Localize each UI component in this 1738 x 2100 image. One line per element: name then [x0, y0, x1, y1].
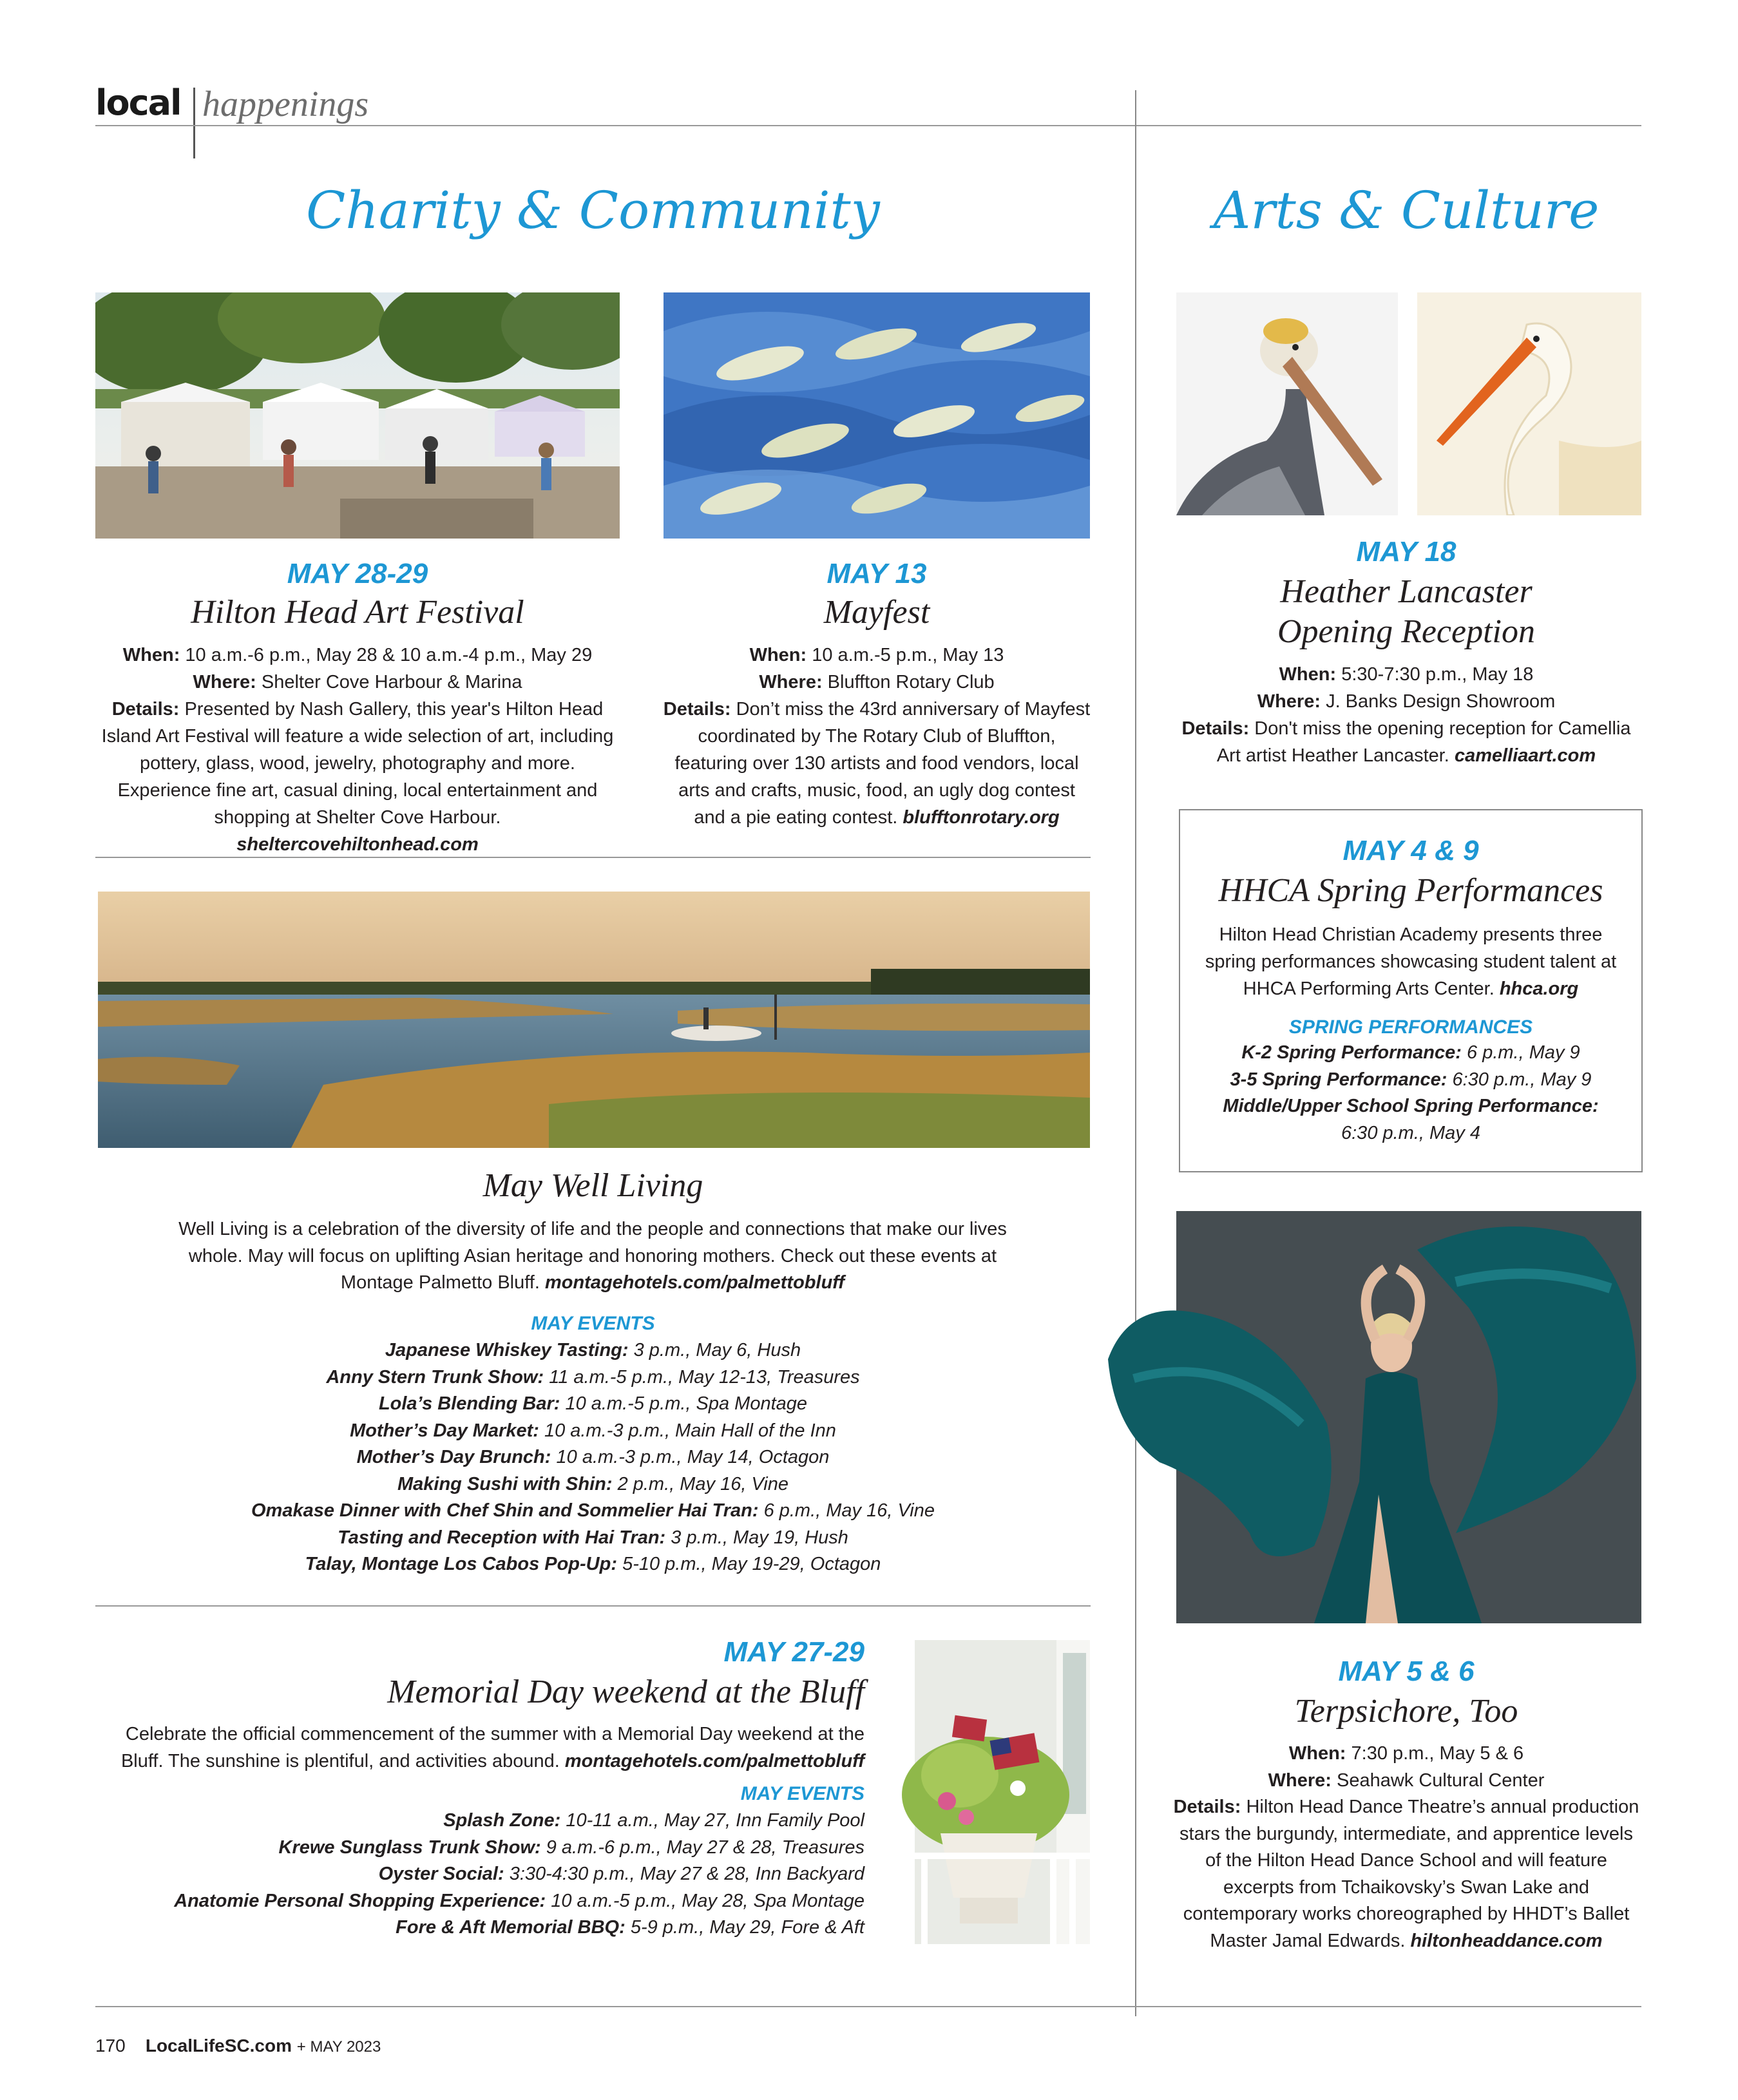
- hhca-performance-list: [1179, 1040, 1643, 1147]
- memorial-day-title: Memorial Day weekend at the Bluff: [387, 1674, 864, 1710]
- hhca-sub-heading: SPRING PERFORMANCES: [1288, 1017, 1533, 1038]
- hhca-title: HHCA Spring Performances: [1218, 872, 1603, 909]
- list-item: Making Sushi with Shin: 2 p.m., May 16, Vine: [397, 1473, 788, 1494]
- terpsichore-info: [1171, 1741, 1641, 1954]
- well-living-link[interactable]: montagehotels.com/palmettobluff: [544, 1272, 845, 1293]
- well-living-event-list: [95, 1337, 1091, 1578]
- marsh-landscape-photo: [98, 892, 1090, 1148]
- memorial-day-events-heading: MAY EVENTS: [740, 1783, 864, 1804]
- art-festival-photo: [95, 292, 620, 539]
- terpsichore-title: Terpsichore, Too: [1294, 1693, 1518, 1730]
- heather-title: [1171, 572, 1641, 652]
- list-item: 3-5 Spring Performance: 6:30 p.m., May 9: [1230, 1069, 1592, 1090]
- heather-date: MAY 18: [1356, 536, 1456, 568]
- list-item: Anatomie Personal Shopping Experience: 10 a.m.-5 p.m., May 28, Spa Montage: [174, 1890, 864, 1911]
- list-item: Japanese Whiskey Tasting: 3 p.m., May 6, Hush: [385, 1340, 801, 1360]
- issue-date: + MAY 2023: [296, 2038, 381, 2056]
- memorial-day-description: [95, 1721, 864, 1775]
- mayfest-info: [661, 642, 1093, 831]
- well-living-events-heading: MAY EVENTS: [531, 1313, 655, 1334]
- hhca-link[interactable]: hhca.org: [1499, 978, 1579, 999]
- where-label: Where:: [1268, 1770, 1332, 1791]
- list-item: Krewe Sunglass Trunk Show: 9 a.m.-6 p.m., May 27 & 28, Treasures: [278, 1837, 864, 1858]
- terpsichore-link[interactable]: hiltonheaddance.com: [1410, 1930, 1603, 1951]
- art-festival-link[interactable]: sheltercovehiltonhead.com: [236, 834, 479, 855]
- egret-painting: [1417, 292, 1641, 515]
- list-item: Anny Stern Trunk Show: 11 a.m.-5 p.m., May 12-13, Treasures: [326, 1366, 860, 1388]
- when-label: When:: [1279, 664, 1337, 685]
- where-label: Where:: [759, 672, 823, 692]
- list-item: Omakase Dinner with Chef Shin and Sommelier Hai Tran: 6 p.m., May 16, Vine: [251, 1500, 935, 1521]
- details-label: Details:: [1181, 718, 1250, 739]
- mayfest-date: MAY 13: [826, 558, 927, 589]
- details-label: Details:: [663, 699, 731, 720]
- list-item: Talay, Montage Los Cabos Pop-Up: 5-10 p.m., May 19-29, Octagon: [305, 1554, 881, 1574]
- terpsichore-where: Seahawk Cultural Center: [1336, 1770, 1545, 1791]
- section-rule: [95, 857, 1091, 858]
- when-label: When:: [1288, 1743, 1346, 1764]
- section-title-charity: Charity & Community: [306, 180, 880, 240]
- list-item: Mother’s Day Market: 10 a.m.-3 p.m., Main Hall of the Inn: [350, 1420, 836, 1441]
- well-living-text: Well Living is a celebration of the diversity of life and the people and connections that make our lives whole. May will focus on uplifting Asian heritage and honoring mothers. Check out these events at Montage Palmetto Bluff.: [178, 1219, 1007, 1293]
- hhca-date: MAY 4 & 9: [1342, 835, 1479, 866]
- terpsichore-date: MAY 5 & 6: [1338, 1656, 1475, 1687]
- section-label: happenings: [202, 84, 369, 124]
- heather-title-line2: Opening Reception: [1277, 613, 1535, 650]
- art-festival-date: MAY 28-29: [287, 558, 428, 589]
- art-festival-info: [95, 642, 620, 858]
- list-item: Tasting and Reception with Hai Tran: 3 p.m., May 19, Hush: [338, 1527, 848, 1548]
- mayfest-link[interactable]: blufftonrotary.org: [902, 807, 1060, 828]
- mayfest-where: Bluffton Rotary Club: [827, 672, 995, 692]
- art-festival-title: Hilton Head Art Festival: [191, 594, 524, 631]
- terpsichore-details: Hilton Head Dance Theatre’s annual production stars the burgundy, intermediate, and apprentice levels of the Hilton Head Dance School and will feature excerpts from Tchaikovsky’s Swan Lake and contemporary works choreographed by HHDT’s Ballet Master Jamal Edwards.: [1179, 1797, 1639, 1951]
- art-festival-when: 10 a.m.-6 p.m., May 28 & 10 a.m.-4 p.m., May 29: [185, 645, 593, 665]
- heather-where: J. Banks Design Showroom: [1326, 691, 1556, 712]
- list-item: Lola’s Blending Bar: 10 a.m.-5 p.m., Spa Montage: [378, 1393, 808, 1414]
- list-item: Middle/Upper School Spring Performance: 6:30 p.m., May 4: [1223, 1096, 1599, 1143]
- terpsichore-when: 7:30 p.m., May 5 & 6: [1351, 1743, 1524, 1764]
- hhca-text: Hilton Head Christian Academy presents three spring performances showcasing student talent at HHCA Performing Arts Center.: [1205, 924, 1617, 999]
- heather-title-line1: Heather Lancaster: [1280, 573, 1533, 610]
- when-label: When:: [749, 645, 807, 665]
- art-festival-details: Presented by Nash Gallery, this year's Hilton Head Island Art Festival will feature a wide selection of art, including pottery, glass, wood, jewelry, photography and more. Experience fine art, casual dining, local entertainment and shopping at Shelter Cove Harbour.: [101, 699, 614, 828]
- memorial-day-date: MAY 27-29: [723, 1636, 864, 1668]
- well-living-title: May Well Living: [482, 1167, 703, 1204]
- header-rule: [95, 125, 1641, 126]
- brand-logo: local: [95, 82, 181, 123]
- section-rule: [95, 1605, 1091, 1607]
- header-divider: [193, 88, 195, 158]
- column-divider: [1135, 90, 1136, 2016]
- flag-planter-photo: [889, 1640, 1090, 1944]
- details-label: Details:: [111, 699, 180, 720]
- art-festival-where: Shelter Cove Harbour & Marina: [261, 672, 522, 692]
- mayfest-title: Mayfest: [823, 594, 930, 631]
- when-label: When:: [122, 645, 180, 665]
- page-number: 170: [95, 2036, 126, 2056]
- hhca-description: [1205, 921, 1617, 1002]
- mayfest-details: Don’t miss the 43rd anniversary of Mayfest coordinated by The Rotary Club of Bluffton, featuring over 130 artists and food vendors, local arts and crafts, music, food, an ugly dog contest and a pie eating contest.: [674, 699, 1091, 828]
- memorial-day-event-list: [95, 1808, 864, 1942]
- mayfest-when: 10 a.m.-5 p.m., May 13: [812, 645, 1004, 665]
- mayfest-fish-painting: [664, 292, 1090, 539]
- list-item: K-2 Spring Performance: 6 p.m., May 9: [1241, 1042, 1580, 1063]
- list-item: Fore & Aft Memorial BBQ: 5-9 p.m., May 29, Fore & Aft: [396, 1917, 864, 1938]
- memorial-day-link[interactable]: montagehotels.com/palmettobluff: [564, 1750, 864, 1771]
- details-label: Details:: [1173, 1797, 1241, 1817]
- well-living-description: [167, 1216, 1018, 1297]
- footer-rule: [95, 2006, 1641, 2007]
- pelican-painting: [1176, 292, 1398, 515]
- footer: [95, 2036, 381, 2056]
- heather-info: [1171, 661, 1641, 769]
- heather-when: 5:30-7:30 p.m., May 18: [1341, 664, 1534, 685]
- where-label: Where:: [1257, 691, 1321, 712]
- memorial-day-text: Celebrate the official commencement of the summer with a Memorial Day weekend at the Bluff. The sunshine is plentiful, and activities abound.: [120, 1724, 864, 1771]
- dancer-photo: [1095, 1211, 1641, 1623]
- section-title-arts: Arts & Culture: [1213, 180, 1600, 240]
- list-item: Splash Zone: 10-11 a.m., May 27, Inn Family Pool: [443, 1810, 864, 1831]
- heather-details: Don't miss the opening reception for Camellia Art artist Heather Lancaster.: [1216, 718, 1631, 766]
- heather-link[interactable]: camelliaart.com: [1454, 745, 1596, 766]
- site-name[interactable]: LocalLifeSC.com: [145, 2036, 292, 2056]
- list-item: Oyster Social: 3:30-4:30 p.m., May 27 & 28, Inn Backyard: [378, 1864, 864, 1884]
- where-label: Where:: [193, 672, 256, 692]
- list-item: Mother’s Day Brunch: 10 a.m.-3 p.m., May 14, Octagon: [356, 1447, 830, 1467]
